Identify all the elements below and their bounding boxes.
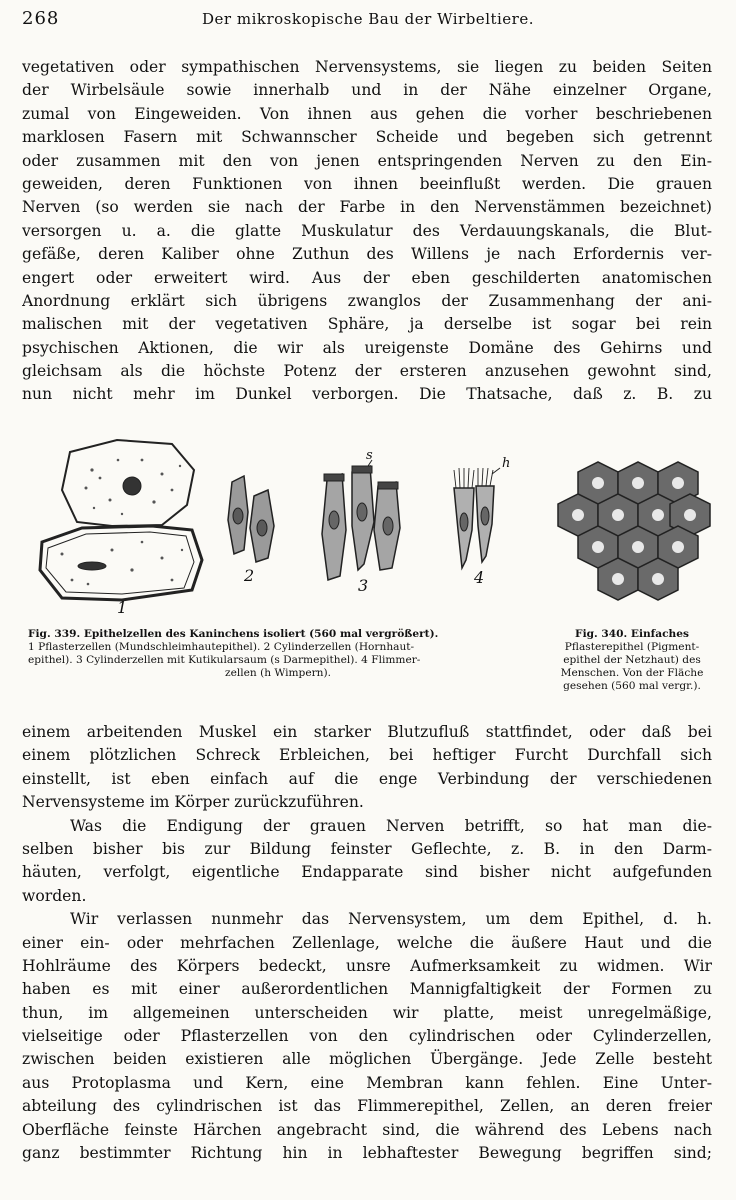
- text-line: Oberfläche feinste Härchen angebracht sind, die während des Lebens nach: [22, 1120, 712, 1139]
- text-line: gefäße, deren Kaliber ohne Zuthun des Willens je nach Erfordernis ver-: [22, 245, 712, 264]
- pigment-epithelium-figure: [558, 462, 710, 600]
- caption-line: Fig. 340. Einfaches: [575, 628, 689, 640]
- text-line: Anordnung erklärt sich übrigens zwanglos der Zusammenhang der ani-: [22, 291, 712, 310]
- text-line: Nervensysteme im Körper zurückzuführen.: [22, 793, 364, 812]
- text-line: thun, im allgemeinen unterscheiden wir platte, meist unregelmäßige,: [22, 1003, 712, 1022]
- running-title: Der mikroskopische Bau der Wirbeltiere.: [202, 10, 535, 28]
- text-line: einem arbeitenden Muskel ein starker Blutzufluß stattfindet, oder daß bei: [22, 723, 712, 741]
- figure-area: [22, 430, 712, 712]
- text-line: aus Protoplasma und Kern, eine Membran kann fehlen. Eine Unter-: [22, 1073, 712, 1092]
- text-line: worden.: [22, 886, 87, 905]
- text-line: häuten, verfolgt, eigentliche Endapparate sind bisher nicht aufgefunden: [22, 863, 712, 882]
- text-line: engert oder erweitert wird. Aus der eben geschilderten anatomischen: [22, 268, 712, 287]
- text-line: selben bisher bis zur Bildung feinster Geflechte, z. B. in den Darm-: [22, 839, 712, 858]
- text-line: geweiden, deren Funktionen von ihnen beeinflußt werden. Die grauen: [22, 174, 712, 193]
- caption-line: 1 Pflasterzellen (Mundschleimhautepithel). 2 Cylinderzellen (Hornhaut-: [28, 641, 415, 653]
- text-line: gleichsam als die höchste Potenz der ersteren anzusehen gewohnt sind,: [22, 362, 712, 381]
- figure-label-h: h: [502, 456, 511, 471]
- caption-line: Fig. 339. Epithelzellen des Kaninchens isoliert (560 mal vergrößert).: [28, 628, 439, 640]
- text-line: einer ein- oder mehrfachen Zellenlage, welche die äußere Haut und die: [22, 933, 712, 952]
- cuticular-border-cells-figure: [322, 460, 400, 580]
- caption-line: Pflasterepithel (Pigment-: [564, 641, 700, 653]
- text-line: einstellt, ist eben einfach auf die enge Verbindung der verschiedenen: [22, 769, 712, 788]
- figure-340-caption: [552, 628, 712, 693]
- text-line: abteilung des cylindrischen ist das Flimmerepithel, Zellen, an deren freier: [22, 1097, 712, 1116]
- text-line: zwischen beiden existieren alle möglichen Übergänge. Jede Zelle besteht: [22, 1050, 712, 1069]
- figure-label-s: s: [366, 448, 373, 463]
- text-line: Wir verlassen nunmehr das Nervensystem, um dem Epithel, d. h.: [70, 910, 712, 929]
- text-line: nun nicht mehr im Dunkel verborgen. Die Thatsache, daß z. B. zu: [22, 385, 712, 404]
- text-line: ganz bestimmter Richtung hin in lebhaftester Bewegung begriffen sind;: [22, 1144, 712, 1163]
- text-line: Hohlräume des Körpers bedeckt, unsre Aufmerksamkeit zu widmen. Wir: [22, 956, 712, 975]
- text-line: Nerven (so werden sie nach der Farbe in den Nervenstämmen bezeichnet): [22, 198, 712, 217]
- bottom-paragraphs: [22, 721, 712, 1165]
- text-line: oder zusammen mit den von jenen entspringenden Nerven zu den Ein-: [22, 151, 712, 170]
- text-line: versorgen u. a. die glatte Muskulatur des Verdauungskanals, die Blut-: [22, 221, 712, 240]
- text-line: zumal von Eingeweiden. Von ihnen aus gehen die vorher beschriebenen: [22, 104, 712, 123]
- figure-339-caption: [28, 628, 528, 680]
- top-paragraph: [22, 56, 712, 407]
- figure-label-4: 4: [474, 568, 485, 587]
- text-line: einem plötzlichen Schreck Erbleichen, bei heftiger Furcht Durchfall sich: [22, 746, 712, 765]
- figure-label-1: 1: [117, 598, 128, 617]
- caption-line: gesehen (560 mal vergr.).: [563, 680, 701, 692]
- squamous-cells-figure: [40, 440, 202, 600]
- text-line: der Wirbelsäule sowie innerhalb und in der Nähe einzelner Organe,: [22, 81, 712, 100]
- caption-line: Menschen. Von der Fläche: [560, 667, 704, 679]
- text-line: malischen mit der vegetativen Sphäre, ja derselbe ist sogar bei rein: [22, 315, 712, 334]
- figure-label-2: 2: [244, 566, 255, 585]
- text-line: Was die Endigung der grauen Nerven betrifft, so hat man die-: [70, 816, 712, 835]
- caption-line: epithel der Netzhaut) des: [563, 654, 701, 666]
- text-line: psychischen Aktionen, die wir als ureigenste Domäne des Gehirns und: [22, 338, 712, 357]
- page-number: 268: [22, 8, 60, 29]
- text-line: vegetativen oder sympathischen Nervensystems, sie liegen zu beiden Seiten: [22, 58, 712, 76]
- text-line: marklosen Fasern mit Schwannscher Scheide und begeben sich getrennt: [22, 128, 712, 147]
- page-header: [22, 6, 712, 34]
- text-line: haben es mit einer außerordentlichen Mannigfaltigkeit der Formen zu: [22, 980, 712, 999]
- caption-line: epithel). 3 Cylinderzellen mit Kutikularsaum (s Darmepithel). 4 Flimmer-: [28, 654, 421, 666]
- ciliated-cells-figure: [454, 468, 500, 568]
- figure-label-3: 3: [358, 576, 369, 595]
- text-line: vielseitige oder Pflasterzellen von den cylindrischen oder Cylinderzellen,: [22, 1027, 712, 1046]
- columnar-cells-figure: [228, 476, 274, 562]
- caption-line: zellen (h Wimpern).: [225, 667, 331, 679]
